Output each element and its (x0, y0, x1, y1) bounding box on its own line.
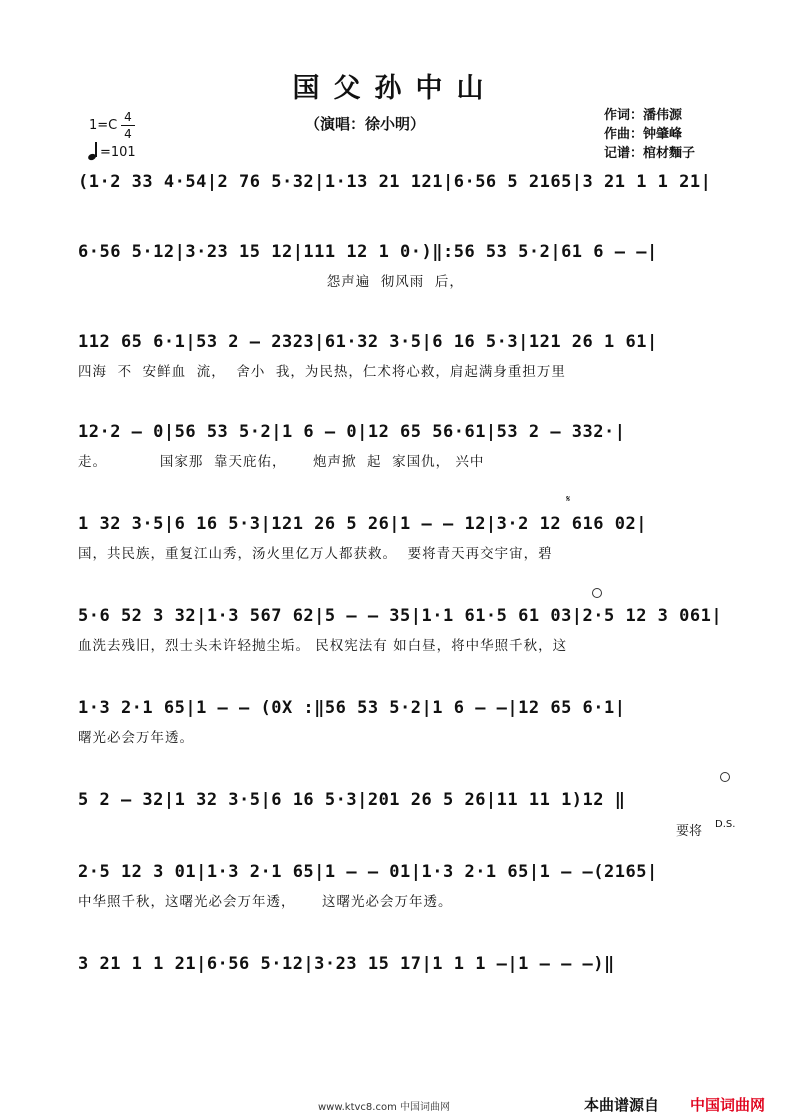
lyric-line: 怨声遍 彻风雨 后， (78, 274, 464, 290)
lyricist-credit: 作词：潘伟源 (604, 108, 683, 123)
notation-line: 3 21 1 1 21|6·56 5·12|3·23 15 17|1 1 1 –|1 – – –)‖ (78, 954, 615, 974)
footer-brand: 中国词曲网 (690, 1096, 766, 1114)
composer-credit: 作曲：钟肇峰 (604, 127, 683, 142)
transcriber-credit: 记谱：棺材麵子 (604, 146, 696, 161)
lyric-line (78, 202, 738, 222)
footer-url: www.ktvc8.com 中国词曲网 (318, 1102, 451, 1113)
score-line-10 (78, 952, 738, 1004)
segno-sign: 𝄋 (566, 494, 571, 505)
footer-source-label: 本曲谱源自 (584, 1096, 660, 1114)
lyric-line: 中华照千秋，这曙光必会万年透， 这曙光必会万年透。 (78, 894, 453, 910)
score-line-6 (78, 604, 738, 656)
score-line-8 (78, 788, 738, 840)
quarter-note-icon (88, 142, 98, 160)
singer-credit: （演唱：徐小明） (305, 115, 426, 133)
time-signature-bottom: 4 (124, 127, 132, 141)
score-line-5 (78, 512, 738, 564)
time-signature (121, 110, 135, 141)
key-signature: 1=C (89, 118, 118, 133)
tempo-mark (88, 142, 136, 160)
notation-line: 112 65 6·1|53 2 – 2323|61·32 3·5|6 16 5·3|121 26 1 61| (78, 332, 658, 352)
score-line-4 (78, 420, 738, 472)
lyric-line (78, 820, 738, 840)
score-line-1 (78, 170, 738, 222)
time-signature-top: 4 (124, 110, 132, 124)
lyric-line (78, 984, 738, 1004)
notation-line: 2·5 12 3 01|1·3 2·1 65|1 – – 01|1·3 2·1 65|1 – –(2165| (78, 862, 658, 882)
score-line-9 (78, 860, 738, 912)
notation-line: 1·3 2·1 65|1 – – (0X :‖56 53 5·2|1 6 – –|12 65 6·1| (78, 698, 626, 718)
notation-line: 5 2 – 32|1 32 3·5|6 16 5·3|201 26 5 26|11 11 1)12 ‖ (78, 790, 626, 810)
coda-sign-icon (720, 772, 730, 782)
ds-marker: D.S. (715, 819, 736, 830)
lyric-line: 四海 不 安鲜血 流， 舍小 我，为民热，仁术将心救，肩起满身重担万里 (78, 364, 566, 380)
notation-line: 6·56 5·12|3·23 15 12|111 12 1 0·)‖:56 53 5·2|61 6 – –| (78, 242, 658, 262)
lyric-line: 国，共民族，重复江山秀，汤火里亿万人都获救。 要将青天再交宇宙，碧 (78, 546, 553, 562)
credits-block (604, 106, 695, 163)
score-line-7 (78, 696, 738, 748)
notation-line: 1 32 3·5|6 16 5·3|121 26 5 26|1 – – 12|3·2 12 616 02| (78, 514, 647, 534)
ds-lyric: 要将 (676, 824, 703, 839)
coda-sign-icon (592, 588, 602, 598)
lyric-line: 血洗去残旧，烈士头未许轻抛尘垢。 民权宪法有 如白昼，将中华照千秋，这 (78, 638, 568, 654)
lyric-line: 曙光必会万年透。 (78, 730, 194, 746)
notation-line: 12·2 – 0|56 53 5·2|1 6 – 0|12 65 56·61|53 2 – 332·| (78, 422, 626, 442)
notation-line: 5·6 52 3 32|1·3 567 62|5 – – 35|1·1 61·5 61 03|2·5 12 3 061| (78, 606, 723, 626)
lyric-line: 走。 国家那 靠天庇佑， 炮声掀 起 家国仇， 兴中 (78, 454, 485, 470)
score-line-2 (78, 240, 738, 292)
tempo-value: =101 (100, 145, 136, 160)
notation-line: (1·2 33 4·54|2 76 5·32|1·13 21 121|6·56 5 2165|3 21 1 1 21| (78, 172, 712, 192)
song-title: 国父孙中山 (292, 73, 498, 104)
score-line-3 (78, 330, 738, 382)
